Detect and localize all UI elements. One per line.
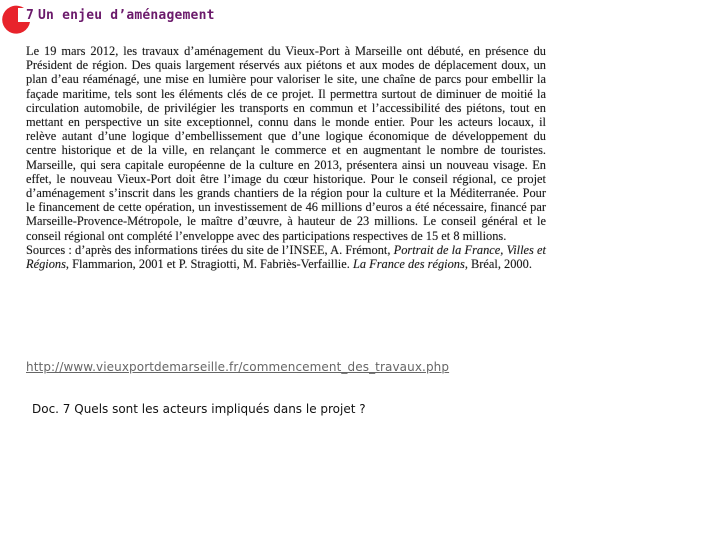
article-body (26, 44, 546, 271)
sources-prefix: Sources : d’après des informations tirées du site de l’INSEE, A. Frémont, (26, 242, 391, 257)
book-publisher-2: , Bréal, 2000. (464, 257, 532, 272)
book-publisher-1: , Flammarion, 2001 et P. Stragiotti, M. Fabriès-Verfaillie. (65, 257, 350, 272)
document-title-text: Un enjeu d’aménagement (38, 8, 215, 23)
book-title-2: La France des régions (352, 257, 465, 272)
article-paragraph: Le 19 mars 2012, les travaux d’aménagement du Vieux-Port à Marseille ont débuté, en présence du Président de région. Des quais largement réservés aux piétons et aux modes de déplacement doux, un plan d’eau réaménagé, une mise en lumière pour valoriser le site, une chaîne de parcs pour embellir la façade maritime, tels sont les éléments clés de ce projet. Il permettra surtout de diminuer de moitié la circulation automobile, de privilégier les transports en commun et l’accessibilité des piétons, tout en mettant en perspective un site exceptionnel, connu dans le monde entier. Pour les acteurs locaux, il relève autant d’une logique d’embellissement que d’une logique économique de développement du centre historique et de la ville, en relançant le commerce et en augmentant le nombre de touristes. Marseille, qui sera capitale européenne de la culture en 2013, présentera ainsi un nouveau visage. En effet, le nouveau Vieux-Port doit être l’image du cœur historique. Pour le conseil régional, ce projet d’aménagement s’inscrit dans les grands chantiers de la région pour la culture et la Méditerranée. Pour le financement de cette opération, un investissement de 46 millions d’euros a été nécessaire, financé par Marseille-Provence-Métropole, le maître d’œuvre, à hauteur de 23 millions. Le conseil général et le conseil régional ont complété l’enveloppe avec des participations respectives de 15 et 8 millions. (26, 44, 546, 243)
document-header (0, 0, 720, 40)
document-number: 7 (26, 8, 35, 23)
document-title (26, 8, 215, 23)
source-url-link[interactable]: http://www.vieuxportdemarseille.fr/commencement_des_travaux.php (26, 360, 450, 374)
book-title-1: Portrait de la France, Villes et Régions (26, 242, 547, 272)
question-text: Doc. 7 Quels sont les acteurs impliqués dans le projet ? (32, 402, 366, 416)
